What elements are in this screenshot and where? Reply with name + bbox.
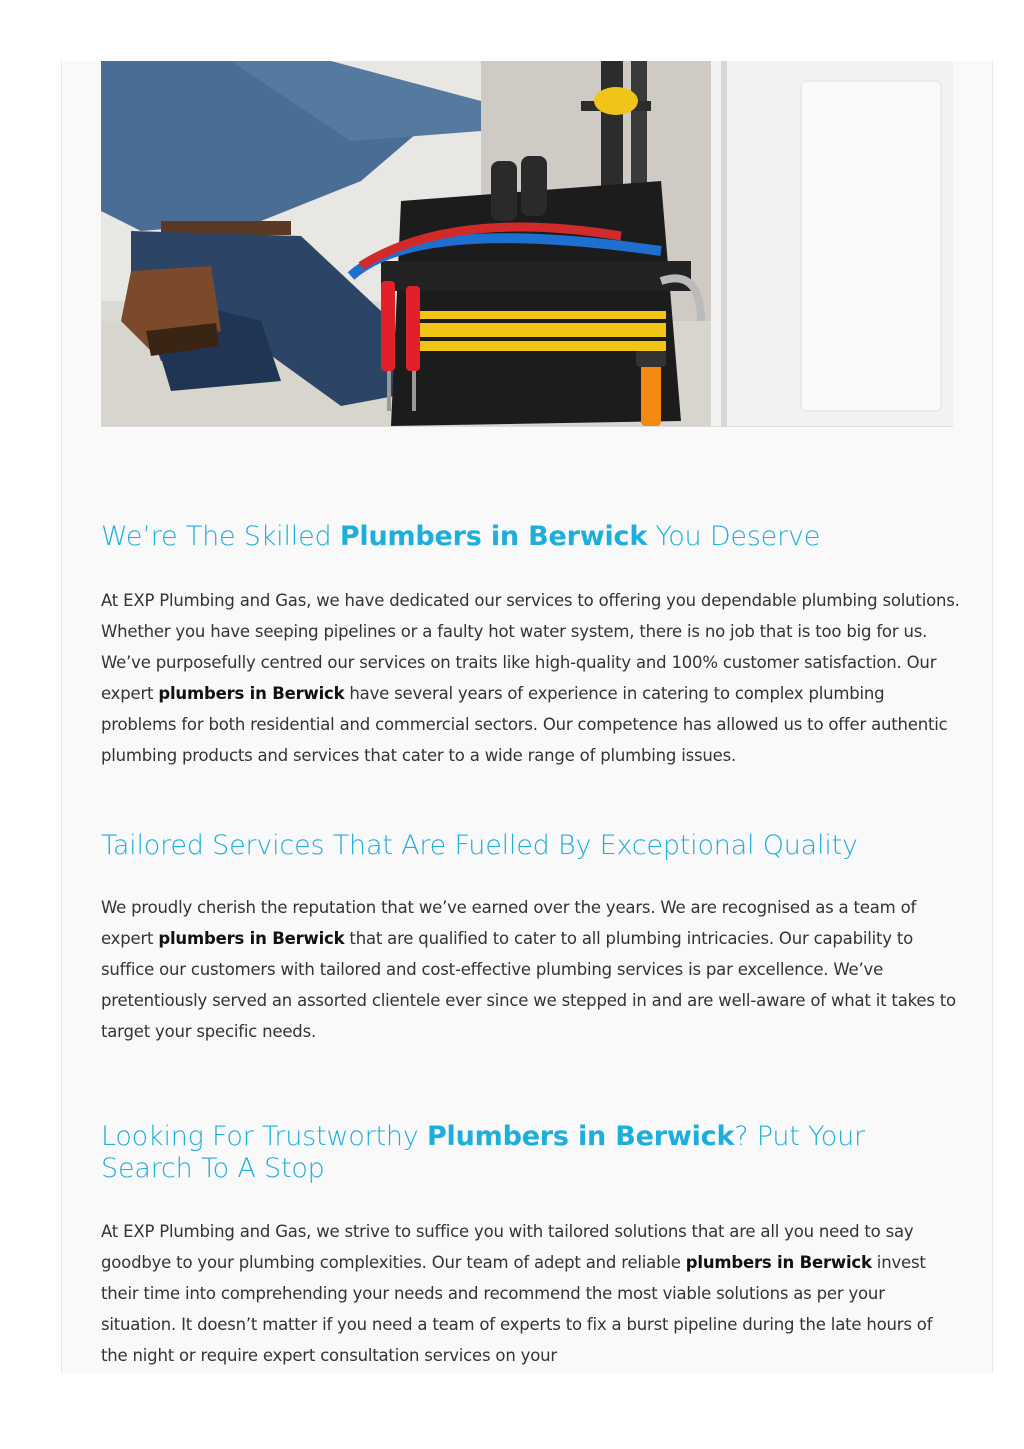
content-page — [61, 61, 993, 1373]
section3-heading-post: ? Put Your Search To A Stop — [101, 1121, 865, 1184]
section3-heading — [101, 1121, 921, 1185]
section3-text-b: invest their time into comprehending your needs and recommend the most viable solutions as per your situation. It doesn’t matter if you need a team of experts to fix a burst pipeline during the late hours of the night or require expert consultation services on your — [101, 1253, 933, 1365]
section3-text-a: At EXP Plumbing and Gas, we strive to suffice you with tailored solutions that are all you need to say goodbye to your plumbing complexities. Our team of adept and reliable — [101, 1222, 914, 1272]
section3-text-bold: plumbers in Berwick — [685, 1253, 872, 1272]
section1-heading-post: You Deserve — [647, 521, 821, 552]
section1-text-bold: plumbers in Berwick — [158, 684, 345, 703]
section1-paragraph — [101, 585, 961, 771]
section2-text-a: We proudly cherish the reputation that we’ve earned over the years. We are recognised as a team of expert — [101, 898, 917, 948]
section1-text-a: At EXP Plumbing and Gas, we have dedicated our services to offering you dependable plumbing solutions. Whether you have seeping pipelines or a faulty hot water system, there is no job that is too big for us. We’ve purposefully centred our services on traits like high-quality and 100% customer satisfaction. Our expert — [101, 591, 960, 703]
section2-heading: Tailored Services That Are Fuelled By Exceptional Quality — [101, 830, 858, 861]
plumber-photo — [101, 61, 953, 427]
section2-paragraph — [101, 892, 961, 1047]
section3-heading-bold: Plumbers in Berwick — [426, 1121, 735, 1152]
section2-text-bold: plumbers in Berwick — [158, 929, 345, 948]
section2-text-b: that are qualified to cater to all plumbing intricacies. Our capability to suffice our customers with tailored and cost-effective plumbing services is par excellence. We’ve pretentiously served an assorted clientele ever since we stepped in and are well-aware of what it takes to target your specific needs. — [101, 929, 956, 1041]
section3-paragraph — [101, 1216, 961, 1371]
section1-heading — [101, 521, 820, 553]
section1-heading-pre: We’re The Skilled — [101, 521, 340, 552]
section1-heading-bold: Plumbers in Berwick — [339, 521, 648, 552]
section1-text-b: have several years of experience in catering to complex plumbing problems for both residential and commercial sectors. Our competence has allowed us to offer authentic plumbing products and services that cater to a wide range of plumbing issues. — [101, 684, 948, 765]
section3-heading-pre: Looking For Trustworthy — [101, 1121, 427, 1152]
